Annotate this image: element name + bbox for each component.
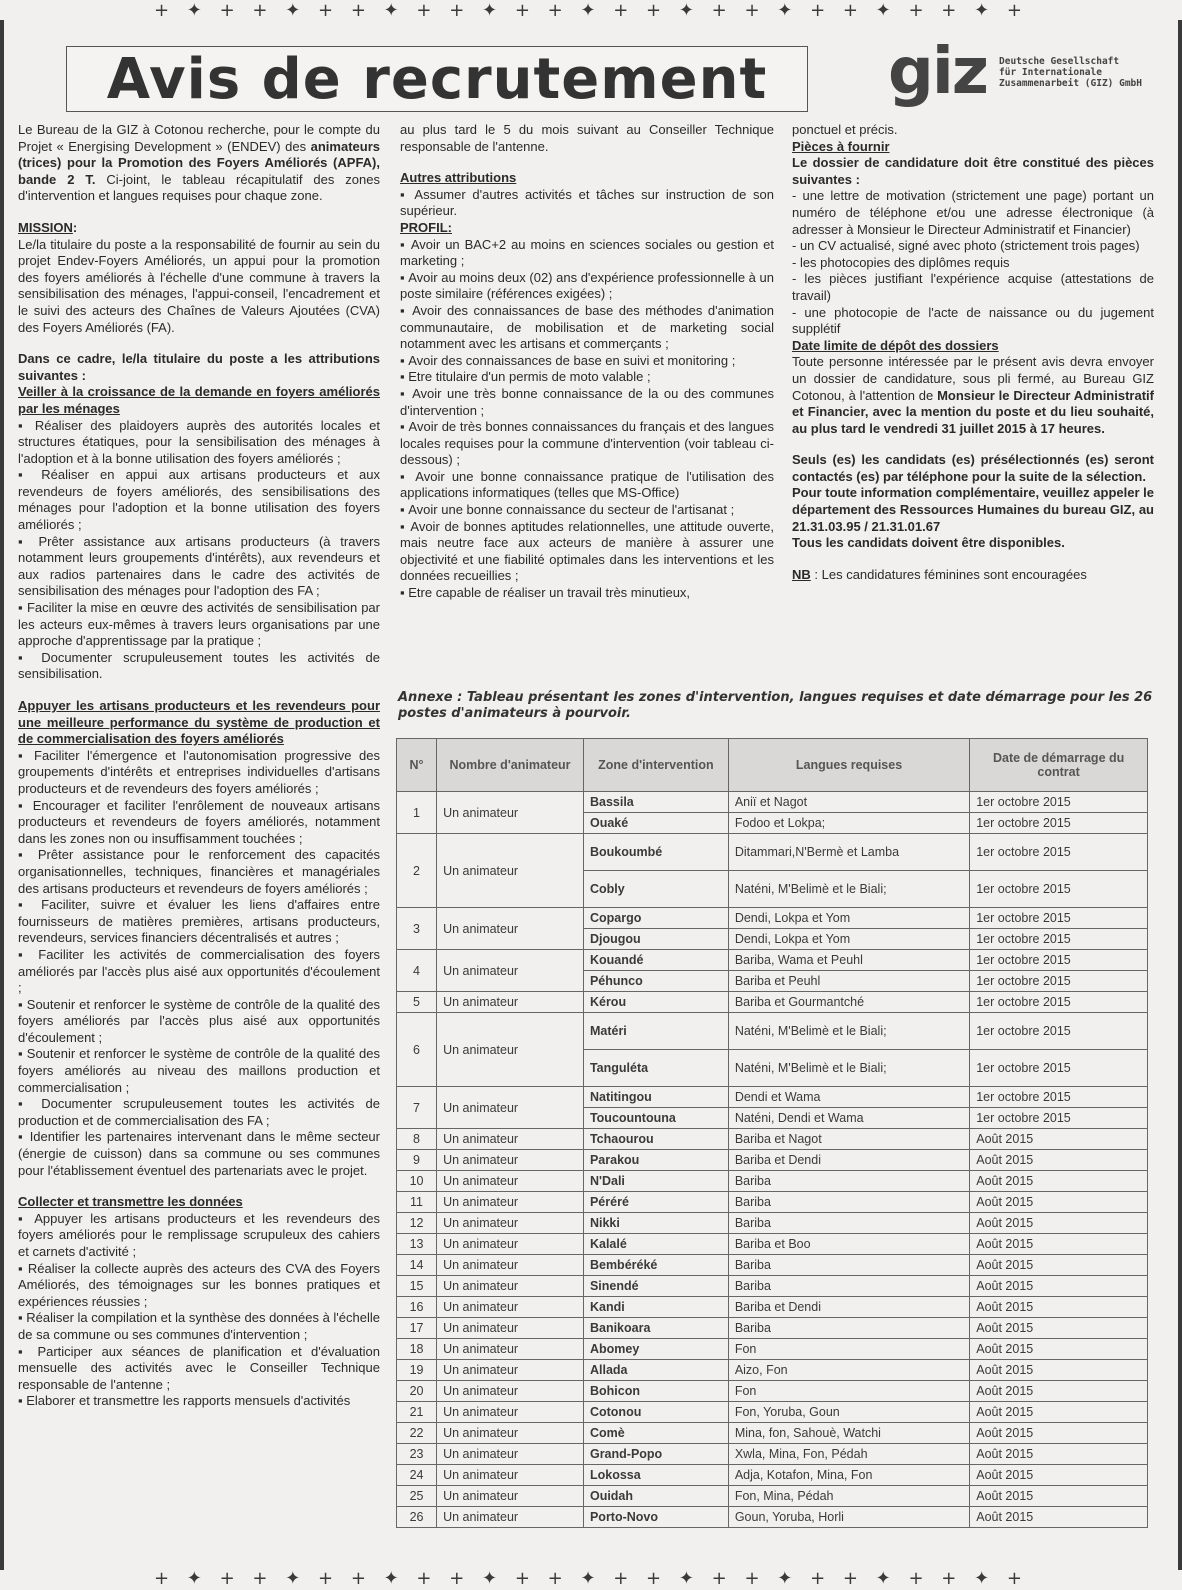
cell-langues: Naténi, Dendi et Wama [728,1108,969,1129]
table-row [397,1150,1148,1171]
cell-zone: N'Dali [583,1171,728,1192]
cell-langues: Bariba et Dendi [728,1150,969,1171]
logo-sub-line: Zusammenarbeit (GIZ) GmbH [999,77,1142,89]
table-row [397,950,1148,971]
cell-nombre: Un animateur [437,1255,584,1276]
table-row [397,992,1148,1013]
cell-nombre: Un animateur [437,1360,584,1381]
annex-table [396,738,1148,1528]
cell-langues: Bariba et Boo [728,1234,969,1255]
cell-langues: Naténi, M'Belimè et le Biali; [728,871,969,908]
nb-label: NB [792,566,811,582]
cell-zone: Porto-Novo [583,1507,728,1528]
cell-number: 5 [397,992,437,1013]
cell-langues: Bariba [728,1171,969,1192]
cell-zone: Djougou [583,929,728,950]
decorative-border-right [1168,20,1182,1570]
cell-langues: Bariba, Wama et Peuhl [728,950,969,971]
cell-number: 13 [397,1234,437,1255]
table-row [397,1360,1148,1381]
cell-date: Août 2015 [970,1423,1148,1444]
cell-zone: Kérou [583,992,728,1013]
profil-heading: PROFIL: [400,219,452,235]
cell-langues: Fon, Yoruba, Goun [728,1402,969,1423]
list-item: ▪ Avoir un BAC+2 au moins en sciences sociales ou gestion et marketing ; [400,237,774,270]
cell-date: Août 2015 [970,1213,1148,1234]
cell-langues: Fon, Mina, Pédah [728,1486,969,1507]
table-row [397,1087,1148,1108]
section-heading: Appuyer les artisans producteurs et les revendeurs pour une meilleure performance du système de production et de commercialisation des foyers améliorés [18,698,380,747]
list-item: ▪ Réaliser en appui aux artisans producteurs et aux revendeurs de foyers améliorés, des sensibilisations des ménages pour l'adoption et la bonne utilisation des foyers améliorés ; [18,467,380,533]
cell-number: 26 [397,1507,437,1528]
info-note: Pour toute information complémentaire, veuillez appeler le département des Ressources Humaines du bureau GIZ, au 21.31.03.95 / 21.31.01.67 [792,485,1154,534]
cell-zone: Péhunco [583,971,728,992]
autres-heading: Autres attributions [400,170,517,186]
logo-wordmark: giz [888,35,987,109]
intro-bold: animateurs (trices) pour la Promotion des Foyers Améliorés (APFA), bande 2 T. [18,138,380,187]
cell-date: 1er octobre 2015 [970,813,1148,834]
cell-date: Août 2015 [970,1297,1148,1318]
deadline-paragraph [792,354,1154,437]
cell-nombre: Un animateur [437,1276,584,1297]
annex-table-wrapper [396,738,1148,1528]
cell-nombre: Un animateur [437,908,584,950]
table-header-row [397,739,1148,792]
cell-date: Août 2015 [970,1255,1148,1276]
cell-zone: Lokossa [583,1465,728,1486]
cell-nombre: Un animateur [437,1339,584,1360]
cell-zone: Péréré [583,1192,728,1213]
cell-zone: Toucountouna [583,1108,728,1129]
list-item: ▪ Faciliter l'émergence et l'autonomisation progressive des groupements d'intérêts et entreprises individuelles d'artisans producteurs et de revendeurs des foyers améliorés ; [18,748,380,798]
cell-number: 24 [397,1465,437,1486]
cell-zone: Kalalé [583,1234,728,1255]
cell-date: 1er octobre 2015 [970,971,1148,992]
giz-logo [888,35,1142,109]
cell-date: 1er octobre 2015 [970,871,1148,908]
cell-date: 1er octobre 2015 [970,1050,1148,1087]
intro-text: Ci-joint, le tableau récapitulatif des zones d'intervention et langues requises pour chaque zone. [18,171,380,204]
column-1: Le Bureau de la GIZ à Cotonou recherche, pour le compte du Projet « Energising Development » (ENDEV) des animateurs (trices) pour la Promotion des Foyers Améliorés (APFA), bande 2 T. Ci-joint, le tableau récapitulatif des zones d'intervention et langues requises pour chaque zone. MISSION: Le/la titulaire du poste a la responsabilité de fournir au sein du projet Endev-Foyers Améliorés, un appui pour la promotion des foyers améliorés à l'échelle d'une commune à travers la sensibilisation des ménages, l'appui-conseil, l'encadrement et le suivi des acteurs des Chaînes de Valeurs Ajoutées (CVA) des Foyers Améliorés (FA). Dans ce cadre, le/la titulaire du poste a les attributions suivantes : Veiller à la croissance de la demande en foyers améliorés par les ménages ▪ Réaliser des plaidoyers auprès des autorités locales et structures étatiques, pour la sensibilisation des ménages à l'adoption et à la bonne utilisation des foyers améliorés ; ▪ Réaliser en appui aux artisans producteurs et aux revendeurs de foyers améliorés, des sensibilisations des ménages pour l'adoption et la bonne utilisation des foyers améliorés ; ▪ Prêter assistance aux artisans producteurs (à travers notamment leurs groupements d'intérêts), aux revendeurs et aux radios partenaires dans le cadre des activités de sensibilisation des ménages pour l'adoption des FA ; ▪ Faciliter la mise en œuvre des activités de sensibilisation par les acteurs eux-mêmes à travers leurs organisations par une approche d'apprentissage par la pratique ; ▪ Documenter scrupuleusement toutes les activités de sensibilisation. Appuyer les artisans producteurs et les revendeurs pour une meilleure performance du système de production et de commercialisation des foyers améliorés ▪ Faciliter l'émergence et l'autonomisation progressive des groupements d'intérêts et entreprises individuelles d'artisans producteurs et de revendeurs des foyers améliorés ; ▪ Encourager et faciliter l'enrôlement de nouveaux artisans producteurs et revendeurs de foyers améliorés, notamment dans les zones non ou insuffisamment touchées ; ▪ Prêter assistance pour le renforcement des capacités organisationnelles, techniques, financières et managériales des artisans producteurs et revendeurs de foyers améliorés ; ▪ Faciliter, suivre et évaluer les liens d'affaires entre fournisseurs de matières premières, artisans producteurs, revendeurs, services financiers décentralisés et autres ; ▪ Faciliter les activités de commercialisation des foyers améliorés par l'accès plus aisé aux opportunités d'écoulement ; ▪ Soutenir et renforcer le système de contrôle de la qualité des foyers améliorés par l'accès plus aisé aux opportunités d'écoulement ; ▪ Soutenir et renforcer le système de contrôle de la qualité des foyers améliorés au niveau des maillons production et commercialisation ; ▪ Documenter scrupuleusement toutes les activités de production et de commercialisation des FA ; ▪ Identifier les partenaires intervenant dans le même secteur (énergie de cuisson) dans sa commune ou ses communes pour l'établissement éventuel des partenariats avec le projet. Collecter et transmettre les données ▪ Appuyer les artisans producteurs et les revendeurs des foyers améliorés pour le remplissage scrupuleux des cahiers et carnets d'activité ; ▪ Réaliser la collecte auprès des acteurs des CVA des Foyers Améliorés, des témoignages sur les bonnes pratiques et expériences réussies ; ▪ Réaliser la compilation et la synthèse des données à l'échelle de sa commune ou ses communes d'intervention ; ▪ Participer aux séances de planification et d'évaluation mensuelle des activités avec le Conseiller Technique responsable de l'antenne ; ▪ Elaborer et transmettre les rapports mensuels d'activités [18,122,380,1410]
continuation-text: au plus tard le 5 du mois suivant au Conseiller Technique responsable de l'antenne. [400,122,774,154]
list-item: - une photocopie de l'acte de naissance ou du jugement supplétif [792,304,1154,337]
cell-date: Août 2015 [970,1234,1148,1255]
list-item: ▪ Etre capable de réaliser un travail très minutieux, [400,585,774,602]
table-row [397,1276,1148,1297]
cell-nombre: Un animateur [437,950,584,992]
cell-zone: Banikoara [583,1318,728,1339]
list-item: - un CV actualisé, signé avec photo (strictement trois pages) [792,238,1140,254]
cell-nombre: Un animateur [437,1213,584,1234]
cell-date: Août 2015 [970,1339,1148,1360]
continuation-text: ponctuel et précis. [792,122,898,137]
cell-number: 3 [397,908,437,950]
cell-number: 4 [397,950,437,992]
list-item: ▪ Prêter assistance pour le renforcement des capacités organisationnelles, techniques, financières et managériales des artisans producteurs et revendeurs de foyers améliorés ; [18,847,380,897]
cell-langues: Bariba et Dendi [728,1297,969,1318]
cell-number: 10 [397,1171,437,1192]
table-row [397,1465,1148,1486]
cell-date: Août 2015 [970,1150,1148,1171]
cell-number: 25 [397,1486,437,1507]
table-row [397,1297,1148,1318]
cell-nombre: Un animateur [437,1192,584,1213]
autres-list [400,187,774,220]
cell-number: 20 [397,1381,437,1402]
intro-text: Le Bureau de la GIZ à Cotonou recherche, pour le compte du Projet « Energising Development » (ENDEV) des [18,122,380,154]
column-3 [792,122,1154,583]
cell-langues: Fon [728,1339,969,1360]
cell-date: Août 2015 [970,1486,1148,1507]
cell-nombre: Un animateur [437,1297,584,1318]
list-item: ▪ Avoir des connaissances de base en suivi et monitoring ; [400,353,774,370]
nb-text: : Les candidatures féminines sont encouragées [810,566,1087,582]
pieces-heading: Pièces à fournir [792,138,890,154]
list-item: ▪ Réaliser la collecte auprès des acteurs des CVA des Foyers Améliorés, des témoignages sur les bonnes pratiques et expériences réussies ; [18,1261,380,1311]
cell-zone: Natitingou [583,1087,728,1108]
cell-nombre: Un animateur [437,992,584,1013]
list-item: ▪ Réaliser des plaidoyers auprès des autorités locales et structures étatiques, pour la sensibilisation des ménages à l'adoption et à la bonne utilisation des foyers améliorés ; [18,418,380,468]
cell-number: 11 [397,1192,437,1213]
cell-date: 1er octobre 2015 [970,908,1148,929]
list-item: ▪ Faciliter, suivre et évaluer les liens d'affaires entre fournisseurs de matières premières, artisans producteurs, revendeurs, services financiers décentralisés et autres ; [18,897,380,947]
section3-list [18,1211,380,1410]
annex-table-body [397,792,1148,1528]
list-item: ▪ Participer aux séances de planification et d'évaluation mensuelle des activités avec le Conseiller Technique responsable de l'antenne ; [18,1344,380,1394]
table-row [397,1013,1148,1050]
column-2 [400,122,774,602]
profil-list [400,237,774,602]
cell-zone: Cotonou [583,1402,728,1423]
table-row [397,834,1148,871]
cell-zone: Ouidah [583,1486,728,1507]
table-row [397,1318,1148,1339]
header-nombre: Nombre d'animateur [437,739,584,792]
cell-number: 18 [397,1339,437,1360]
list-item: ▪ Documenter scrupuleusement toutes les activités de production et de commercialisation des FA ; [18,1096,380,1129]
cell-nombre: Un animateur [437,1507,584,1528]
cell-number: 9 [397,1150,437,1171]
list-item: ▪ Avoir de bonnes aptitudes relationnelles, une attitude ouverte, mais neutre face aux acteurs de manière à assurer une objectivité et une fiabilité optimales dans les interventions et les données recueillies ; [400,519,774,585]
cell-nombre: Un animateur [437,1234,584,1255]
cell-nombre: Un animateur [437,1486,584,1507]
nb-note [792,567,1154,584]
cell-date: 1er octobre 2015 [970,1087,1148,1108]
list-item: ▪ Avoir de très bonnes connaissances du français et des langues locales requises pour la commune d'intervention (voir tableau ci-dessous) ; [400,419,774,469]
table-row [397,1507,1148,1528]
list-item: ▪ Réaliser la compilation et la synthèse des données à l'échelle de sa commune ou ses communes d'intervention ; [18,1310,380,1343]
page-title: Avis de recrutement [106,46,768,112]
section-heading: Collecter et transmettre les données [18,1194,243,1210]
list-item: ▪ Appuyer les artisans producteurs et les revendeurs des foyers améliorés pour le remplissage scrupuleux des cahiers et carnets d'activité ; [18,1211,380,1261]
list-item: - une lettre de motivation (strictement une page) portant un numéro de téléphone et/ou une adresse électronique (à adresser à Monsieur le Directeur Administratif et Financier) [792,188,1154,237]
cell-zone: Tchaourou [583,1129,728,1150]
list-item: ▪ Elaborer et transmettre les rapports mensuels d'activités [18,1393,380,1410]
list-item: ▪ Soutenir et renforcer le système de contrôle de la qualité des foyers améliorés par l'accès plus aisé aux opportunités d'écoulement ; [18,997,380,1047]
cell-number: 15 [397,1276,437,1297]
cell-number: 2 [397,834,437,908]
cell-nombre: Un animateur [437,1444,584,1465]
table-row [397,908,1148,929]
deadline-bold: Monsieur le Directeur Administratif et Financier, avec la mention du poste et du lieu souhaité, au plus tard le vendredi 31 juillet 2015 à 17 heures. [792,387,1154,436]
cell-number: 7 [397,1087,437,1129]
cell-date: 1er octobre 2015 [970,1013,1148,1050]
cell-number: 14 [397,1255,437,1276]
list-item: ▪ Avoir une bonne connaissance du secteur de l'artisanat ; [400,502,774,519]
cell-nombre: Un animateur [437,1171,584,1192]
cell-langues: Bariba et Gourmantché [728,992,969,1013]
cell-langues: Dendi et Wama [728,1087,969,1108]
cell-date: Août 2015 [970,1318,1148,1339]
cell-langues: Bariba et Nagot [728,1129,969,1150]
cell-langues: Bariba [728,1255,969,1276]
cell-date: Août 2015 [970,1381,1148,1402]
attributions-intro: Dans ce cadre, le/la titulaire du poste a les attributions suivantes : [18,351,380,383]
cell-zone: Bembéréké [583,1255,728,1276]
cell-zone: Boukoumbé [583,834,728,871]
cell-nombre: Un animateur [437,1318,584,1339]
cell-date: Août 2015 [970,1129,1148,1150]
cell-langues: Ditammari,N'Bermè et Lamba [728,834,969,871]
cell-date: 1er octobre 2015 [970,792,1148,813]
cell-zone: Bohicon [583,1381,728,1402]
list-item: ▪ Faciliter la mise en œuvre des activités de sensibilisation par les acteurs eux-mêmes à travers leurs organisations par une approche d'apprentissage par la pratique ; [18,600,380,650]
availability-note: Tous les candidats doivent être disponibles. [792,535,1065,551]
cell-nombre: Un animateur [437,1402,584,1423]
cell-date: 1er octobre 2015 [970,950,1148,971]
pieces-list [792,188,1154,337]
cell-date: 1er octobre 2015 [970,834,1148,871]
cell-langues: Fon [728,1381,969,1402]
table-row [397,1423,1148,1444]
cell-zone: Copargo [583,908,728,929]
cell-number: 16 [397,1297,437,1318]
deadline-heading: Date limite de dépôt des dossiers [792,337,999,353]
table-row [397,1192,1148,1213]
cell-zone: Kouandé [583,950,728,971]
mission-text: Le/la titulaire du poste a la responsabilité de fournir au sein du projet Endev-Foyers Améliorés, un appui pour la promotion des foyers améliorés à l'échelle d'une commune à travers la sensibilisation des ménages, l'appui-conseil, l'encadrement et le suivi des acteurs des Chaînes de Valeurs Ajoutées (CVA) des Foyers Améliorés (FA). [18,236,380,335]
cell-langues: Fodoo et Lokpa; [728,813,969,834]
cell-langues: Aniï et Nagot [728,792,969,813]
header-date: Date de démarrage du contrat [970,739,1148,792]
cell-number: 22 [397,1423,437,1444]
table-row [397,1486,1148,1507]
cell-number: 23 [397,1444,437,1465]
cell-nombre: Un animateur [437,1465,584,1486]
cell-langues: Naténi, M'Belimè et le Biali; [728,1013,969,1050]
table-row [397,1171,1148,1192]
cell-number: 12 [397,1213,437,1234]
list-item: ▪ Avoir des connaissances de base des méthodes d'animation communautaire, de mobilisation et de marketing social notamment avec les artisans et commerçants ; [400,303,774,353]
cell-nombre: Un animateur [437,1423,584,1444]
list-item: - les pièces justifiant l'expérience acquise (attestations de travail) [792,271,1154,303]
cell-number: 6 [397,1013,437,1087]
cell-date: Août 2015 [970,1465,1148,1486]
list-item: ▪ Encourager et faciliter l'enrôlement de nouveaux artisans producteurs et revendeurs de foyers améliorés, notamment dans les zones non ou insuffisamment touchées ; [18,798,380,848]
cell-langues: Goun, Yoruba, Horli [728,1507,969,1528]
table-row [397,1339,1148,1360]
cell-number: 19 [397,1360,437,1381]
cell-langues: Bariba [728,1213,969,1234]
cell-date: Août 2015 [970,1360,1148,1381]
list-item: ▪ Avoir au moins deux (02) ans d'expérience professionnelle à un poste similaire (références exigées) ; [400,270,774,303]
cell-langues: Dendi, Lokpa et Yom [728,908,969,929]
cell-date: 1er octobre 2015 [970,992,1148,1013]
decorative-border-bottom: + ✦ + + ✦ + + ✦ + + ✦ + + ✦ + + ✦ + + ✦ + + ✦ + + ✦ + [154,1568,1028,1589]
list-item: ▪ Assumer d'autres activités et tâches sur instruction de son supérieur. [400,187,774,220]
cell-zone: Sinendé [583,1276,728,1297]
cell-nombre: Un animateur [437,1150,584,1171]
cell-zone: Grand-Popo [583,1444,728,1465]
cell-date: Août 2015 [970,1507,1148,1528]
cell-nombre: Un animateur [437,1129,584,1150]
cell-nombre: Un animateur [437,1381,584,1402]
cell-nombre: Un animateur [437,1013,584,1087]
cell-date: 1er octobre 2015 [970,1108,1148,1129]
cell-langues: Dendi, Lokpa et Yom [728,929,969,950]
cell-zone: Tanguléta [583,1050,728,1087]
logo-sub-line: Deutsche Gesellschaft [999,55,1120,67]
logo-sub-line: für Internationale [999,66,1102,78]
cell-zone: Cobly [583,871,728,908]
list-item: ▪ Identifier les partenaires intervenant dans le même secteur (énergie de cuisson) dans sa commune ou ses communes pour l'établissement éventuel des partenariats avec le projet. [18,1129,380,1179]
cell-nombre: Un animateur [437,792,584,834]
decorative-border-left [0,20,14,1570]
cell-date: Août 2015 [970,1171,1148,1192]
cell-langues: Bariba [728,1276,969,1297]
cell-number: 21 [397,1402,437,1423]
table-row [397,1444,1148,1465]
table-row [397,1402,1148,1423]
cell-date: 1er octobre 2015 [970,929,1148,950]
cell-langues: Aizo, Fon [728,1360,969,1381]
cell-langues: Naténi, M'Belimè et le Biali; [728,1050,969,1087]
annex-caption: Annexe : Tableau présentant les zones d'intervention, langues requises et date démarrage pour les 26 postes d'animateurs à pourvoir. [398,690,1153,721]
cell-number: 17 [397,1318,437,1339]
deadline-text: Toute personne intéressée par le présent avis devra envoyer un dossier de candidature, sous pli fermé, au Bureau GIZ Cotonou, à l'attention de [792,354,1154,403]
cell-date: Août 2015 [970,1402,1148,1423]
decorative-border-top: + ✦ + + ✦ + + ✦ + + ✦ + + ✦ + + ✦ + + ✦ + + ✦ + + ✦ + [154,0,1028,21]
shortlist-note: Seuls (es) les candidats (es) présélectionnés (es) seront contactés (es) par téléphone pour la suite de la sélection. [792,452,1154,484]
header-langues: Langues requises [728,739,969,792]
intro-paragraph [18,122,380,205]
cell-zone: Kandi [583,1297,728,1318]
header-num: N° [397,739,437,792]
cell-date: Août 2015 [970,1276,1148,1297]
table-row [397,1381,1148,1402]
cell-zone: Abomey [583,1339,728,1360]
cell-zone: Parakou [583,1150,728,1171]
table-row [397,1234,1148,1255]
cell-zone: Ouaké [583,813,728,834]
cell-langues: Adja, Kotafon, Mina, Fon [728,1465,969,1486]
table-row [397,1213,1148,1234]
section-heading: Veiller à la croissance de la demande en foyers améliorés par les ménages [18,384,380,416]
list-item: - les photocopies des diplômes requis [792,254,1010,270]
cell-langues: Mina, fon, Sahouè, Watchi [728,1423,969,1444]
cell-zone: Matéri [583,1013,728,1050]
section2-list [18,748,380,1179]
header-zone: Zone d'intervention [583,739,728,792]
cell-nombre: Un animateur [437,1087,584,1129]
table-row [397,1129,1148,1150]
list-item: ▪ Faciliter les activités de commercialisation des foyers améliorés par l'accès plus aisé aux opportunités d'écoulement ; [18,947,380,997]
cell-zone: Comè [583,1423,728,1444]
cell-langues: Xwla, Mina, Fon, Pédah [728,1444,969,1465]
logo-subtitle [999,56,1142,89]
list-item: ▪ Prêter assistance aux artisans producteurs (à travers notamment leurs groupements d'intérêts), aux revendeurs et aux radios partenaires dans le cadre des activités de sensibilisation des ménages pour l'adoption des FA ; [18,534,380,600]
cell-date: Août 2015 [970,1444,1148,1465]
cell-date: Août 2015 [970,1192,1148,1213]
cell-zone: Bassila [583,792,728,813]
table-row [397,1255,1148,1276]
cell-langues: Bariba [728,1318,969,1339]
cell-langues: Bariba et Peuhl [728,971,969,992]
cell-zone: Allada [583,1360,728,1381]
list-item: ▪ Avoir une bonne connaissance pratique de l'utilisation des applications informatiques (telles que MS-Office) [400,469,774,502]
pieces-intro: Le dossier de candidature doit être constitué des pièces suivantes : [792,155,1154,187]
list-item: ▪ Etre titulaire d'un permis de moto valable ; [400,369,774,386]
cell-langues: Bariba [728,1192,969,1213]
title-box [66,46,808,112]
list-item: ▪ Soutenir et renforcer le système de contrôle de la qualité des foyers améliorés au niveau des maillons production et commercialisation ; [18,1046,380,1096]
cell-nombre: Un animateur [437,834,584,908]
list-item: ▪ Avoir une très bonne connaissance de la ou des communes d'intervention ; [400,386,774,419]
section1-list [18,418,380,684]
table-row [397,792,1148,813]
list-item: ▪ Documenter scrupuleusement toutes les activités de sensibilisation. [18,650,380,683]
mission-heading: MISSION [18,219,73,235]
cell-number: 8 [397,1129,437,1150]
cell-number: 1 [397,792,437,834]
cell-zone: Nikki [583,1213,728,1234]
